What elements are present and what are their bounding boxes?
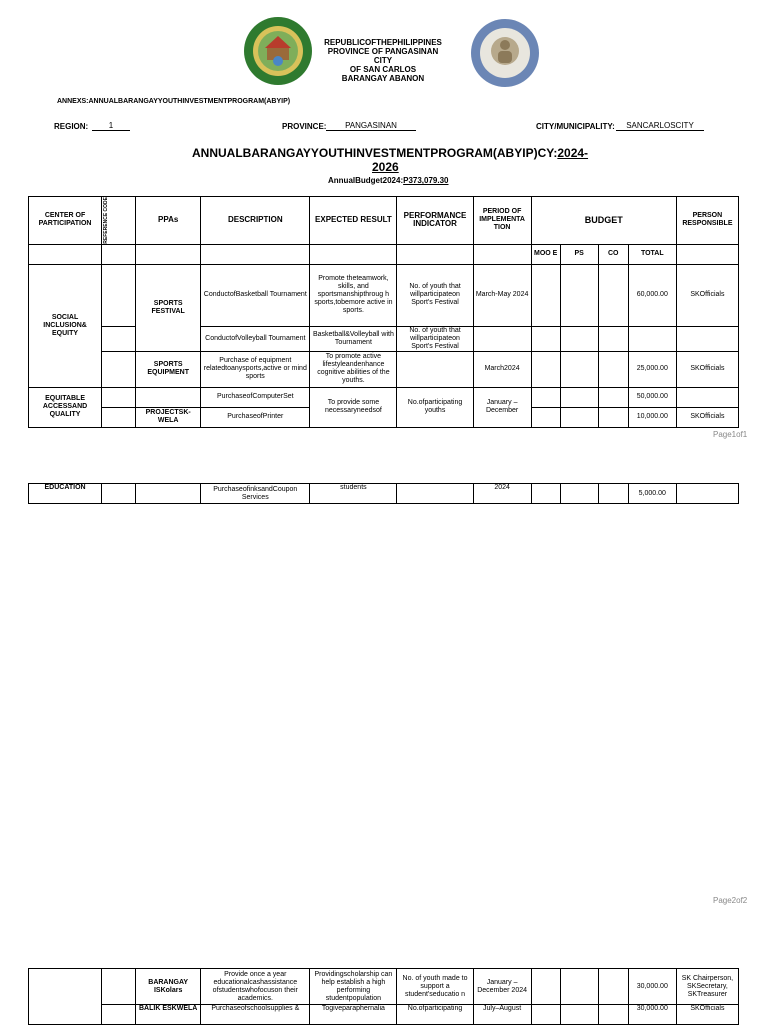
perf-participating-2: No.ofparticipating: [397, 1005, 473, 1025]
barangay-seal-logo: [470, 18, 540, 88]
total-60000: 60,000.00: [628, 264, 676, 326]
period-march-may: March-May 2024: [473, 264, 531, 326]
table-row: [29, 264, 739, 326]
document-title: ANNUALBARANGAYYOUTHINVESTMENTPROGRAM(ABYIP)CY:2024-: [192, 146, 589, 160]
period-jan-dec-2024: January – December 2024: [473, 969, 531, 1005]
city-seal-logo: [243, 16, 313, 86]
expected-students: students: [310, 484, 397, 504]
perf-youth-made: No. of youth made to support a student'seducatio n: [397, 969, 473, 1005]
table-row: [29, 387, 739, 407]
ppa-project-sk-wela: PROJECTSK- WELA: [136, 407, 201, 427]
table-row: [29, 351, 739, 387]
annex-title: ANNEXS:ANNUALBARANGAYYOUTHINVESTMENTPROGRAM(ABYIP): [57, 98, 291, 105]
ppa-balik-eskwela: BALIK ESKWELA: [136, 1005, 201, 1025]
total-5000: 5,000.00: [628, 484, 676, 504]
person-chairperson: SK Chairperson, SKSecretary, SKTreasurer: [676, 969, 738, 1005]
table-row: [29, 326, 739, 351]
province-value: PANGASINAN: [326, 121, 416, 131]
expected-scholarship: Providingscholarship can help establish a high performing studentpopulation: [310, 969, 397, 1005]
center-social-inclusion: SOCIAL INCLUSION& EQUITY: [29, 264, 102, 387]
period-jan-dec: January – December: [473, 387, 531, 427]
expected-lifestyle: To promote active lifestyleandenhance cognitive abilities of the youths.: [310, 351, 397, 387]
center-equitable-access: EQUITABLE ACCESSAND QUALITY: [29, 387, 102, 427]
province-label: PROVINCE:: [282, 122, 327, 131]
col-center: CENTER OF PARTICIPATION: [29, 197, 102, 245]
col-expected: EXPECTED RESULT: [310, 197, 397, 245]
expected-give: Togiveparaphernalia: [310, 1005, 397, 1025]
region-label: REGION:: [54, 122, 89, 131]
ppa-sports-equipment: SPORTS EQUIPMENT: [136, 351, 201, 387]
perf-youth-1: No. of youth that willparticipateon Sport's Festival: [397, 264, 473, 326]
col-person: PERSON RESPONSIBLE: [676, 197, 738, 245]
header-line-3: OF SAN CARLOS: [349, 65, 417, 74]
document-title-year: 2026: [372, 160, 399, 174]
col-co: CO: [598, 244, 628, 264]
person-sk-3: SKOfficials: [676, 407, 738, 427]
desc-inks-coupon: PurchaseofinksandCoupon Services: [201, 484, 310, 504]
perf-youth-2: No. of youth that willparticipateon Sport's Festival: [397, 326, 473, 351]
header-line-4: BARANGAY ABANON: [341, 74, 425, 83]
col-total: TOTAL: [628, 244, 676, 264]
page-label-2: Page2of2: [713, 896, 748, 905]
period-2024: 2024: [473, 484, 531, 504]
col-ps: PS: [560, 244, 598, 264]
region-value: 1: [92, 121, 130, 131]
center-education: EDUCATION: [29, 484, 102, 504]
col-ppas: PPAs: [136, 197, 201, 245]
desc-equipment: Purchase of equipment relatedtoanysports,active or mind sports: [201, 351, 310, 387]
expected-basketball-volleyball: Basketball&Volleyball with Tournament: [310, 326, 397, 351]
total-30000-b: 30,000.00: [628, 1005, 676, 1025]
desc-provide-assistance: Provide once a year educationalcashassistance ofstudentswhofocuson their academics.: [201, 969, 310, 1005]
abyip-table-page1: [28, 196, 739, 428]
desc-printer: PurchaseofPrinter: [201, 407, 310, 427]
period-july-aug: July–August: [473, 1005, 531, 1025]
desc-computer: PurchaseofComputerSet: [201, 387, 310, 407]
total-25000: 25,000.00: [628, 351, 676, 387]
col-mooe: MOO E: [531, 244, 560, 264]
ppa-sports-festival: SPORTS FESTIVAL: [136, 264, 201, 351]
col-description: DESCRIPTION: [201, 197, 310, 245]
col-performance: PERFORMANCE INDICATOR: [397, 197, 473, 245]
col-budget: BUDGET: [531, 197, 676, 245]
expected-promote: Promote theteamwork, skills, and sportsmanshipthroug h sports,tobemore active in sports.: [310, 264, 397, 326]
table-row: [29, 1005, 739, 1025]
table-row: [29, 969, 739, 1005]
person-sk-2: SKOfficials: [676, 351, 738, 387]
page-label-1: Page1of1: [713, 430, 748, 439]
header-line-2: PROVINCE OF PANGASINAN CITY: [327, 47, 439, 65]
abyip-table-page2: [28, 483, 739, 504]
table-row: [29, 484, 739, 504]
annual-budget: AnnualBudget2024:P373,079.30: [328, 176, 449, 185]
ppa-barangay-iskolars: BARANGAY ISKolars: [136, 969, 201, 1005]
city-value: SANCARLOSCITY: [616, 121, 704, 131]
perf-participating: No.ofparticipating youths: [397, 387, 473, 427]
abyip-table-page3: [28, 968, 739, 1025]
person-sk-1: SKOfficials: [676, 264, 738, 326]
desc-school-supplies: Purchaseofschoolsupplies &: [201, 1005, 310, 1025]
col-refcode: REFERENCE CODE: [102, 197, 136, 245]
desc-basketball: ConductofBasketball Tournament: [201, 264, 310, 326]
total-50000: 50,000.00: [628, 387, 676, 407]
total-10000: 10,000.00: [628, 407, 676, 427]
total-30000-a: 30,000.00: [628, 969, 676, 1005]
period-march: March2024: [473, 351, 531, 387]
desc-volleyball: ConductofVolleyball Tournament: [201, 326, 310, 351]
person-sk-4: SKOfficials: [676, 1005, 738, 1025]
city-label: CITY/MUNICIPALITY:: [536, 122, 615, 131]
expected-provide: To provide some necessaryneedsof: [310, 387, 397, 427]
col-period: PERIOD OF IMPLEMENTA TION: [473, 197, 531, 245]
header-line-1: REPUBLICOFTHEPHILIPPINES: [324, 38, 442, 47]
